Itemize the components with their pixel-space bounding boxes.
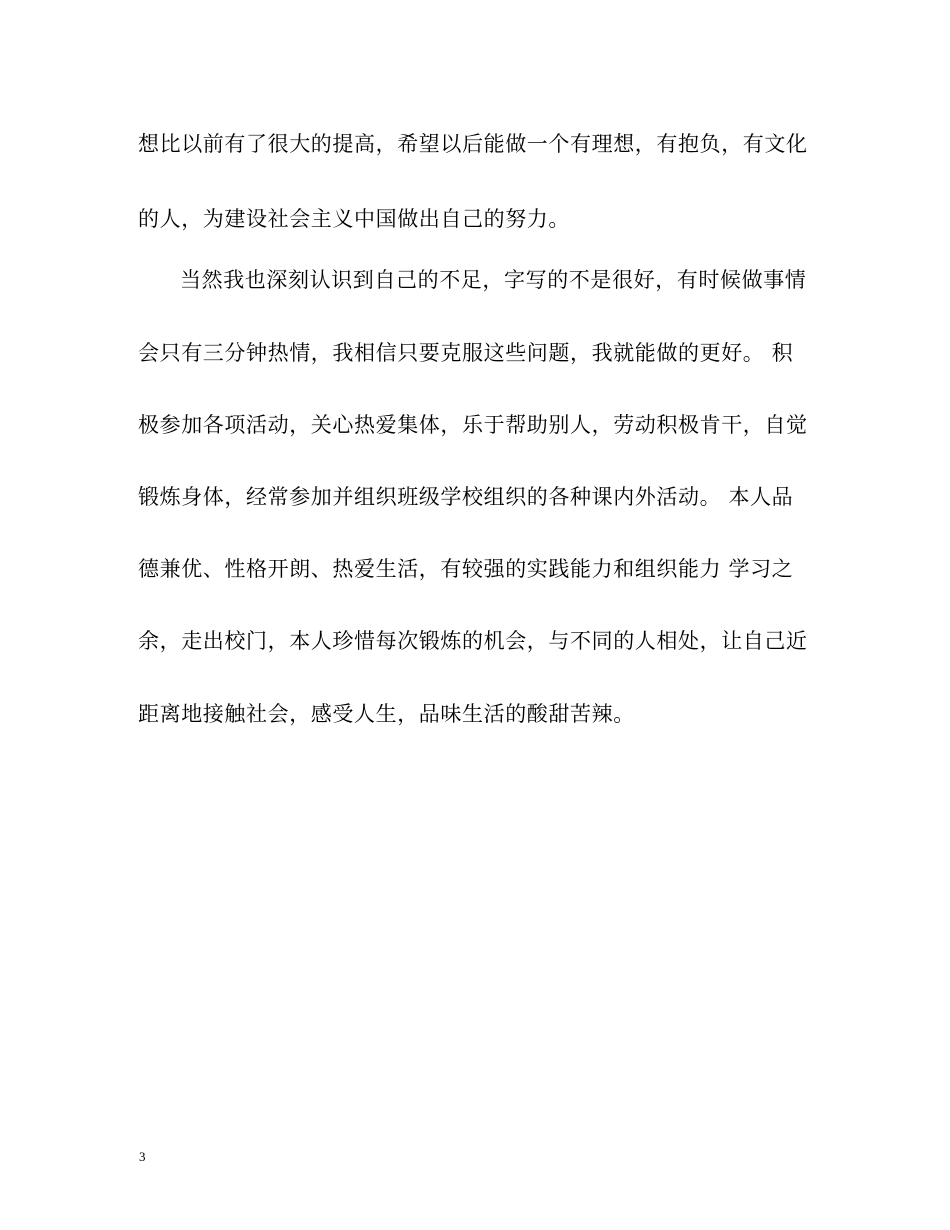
text-line-1: 想比以前有了很大的提高，希望以后能做一个有理想，有抱负，有文化 [138, 132, 808, 156]
text-line-6: 锻炼身体，经常参加并组织班级学校组织的各种课内外活动。 本人品 [138, 485, 794, 509]
text-line-2: 的人，为建设社会主义中国做出自己的努力。 [138, 207, 570, 231]
text-line-3: 当然我也深刻认识到自己的不足，字写的不是很好，有时候做事情 [180, 268, 807, 292]
text-line-5: 极参加各项活动，关心热爱集体，乐于帮助别人，劳动积极肯干，自觉 [138, 413, 808, 437]
text-line-8: 余，走出校门，本人珍惜每次锻炼的机会，与不同的人相处，让自己近 [138, 629, 808, 653]
page-number: 3 [139, 1149, 146, 1164]
text-line-7: 德兼优、性格开朗、热爱生活，有较强的实践能力和组织能力 学习之 [138, 557, 794, 581]
text-line-4: 会只有三分钟热情，我相信只要克服这些问题，我就能做的更好。 积 [138, 341, 794, 365]
text-line-9: 距离地接触社会，感受人生，品味生活的酸甜苦辣。 [138, 702, 635, 726]
